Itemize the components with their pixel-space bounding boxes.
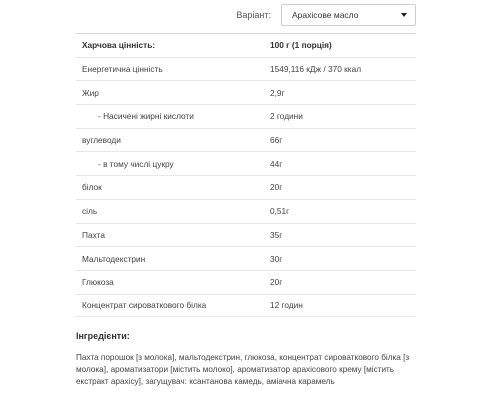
table-row: [76, 294, 416, 318]
nutrient-name: сіль: [82, 206, 98, 217]
nutrient-name: Глюкоза: [82, 277, 114, 288]
table-row: [76, 223, 416, 247]
nutrient-value: 1549,116 кДж / 370 ккал: [270, 64, 362, 75]
nutrient-name: Пахта: [82, 229, 105, 240]
table-row: [76, 151, 416, 175]
nutrient-name: - Насичені жирні кислоти: [98, 111, 194, 122]
table-row: [76, 57, 416, 81]
table-row: [76, 199, 416, 223]
ingredients-text: Пахта порошок [з молока], мальтодекстрин, глюкоза, концентрат сироваткового білка [з молока], ароматизатори [містить молоко], ароматизатор арахісового крему [містить екстракт арахісу], загущувач: ксантанова камедь, аміачна карамель: [76, 353, 410, 386]
nutrient-value: 30г: [270, 253, 283, 264]
ingredients-title: Інгредієнти:: [76, 331, 130, 341]
table-row: [76, 270, 416, 294]
nutrient-value: 20г: [270, 277, 283, 288]
nutrient-name: Мальтодекстрин: [82, 253, 146, 264]
nutrient-name: - в тому числі цукру: [98, 158, 174, 169]
nutrient-value: 20г: [270, 182, 283, 193]
nutrition-table-header: [76, 33, 416, 57]
nutrient-value: 35г: [270, 229, 283, 240]
variant-selector-row: [236, 4, 416, 26]
nutrient-value: 12 годин: [270, 300, 303, 311]
nutrition-header-name: Харчова цінність:: [82, 40, 156, 51]
nutrient-name: Енергетична цінність: [82, 64, 163, 75]
nutrition-header-value: 100 г (1 порція): [270, 40, 332, 51]
table-row: [76, 80, 416, 104]
variant-selected-value: Арахісове масло: [292, 10, 359, 20]
nutrition-table: [76, 33, 416, 317]
table-row: [76, 246, 416, 270]
nutrient-name: Концентрат сироваткового білка: [82, 300, 207, 311]
nutrient-value: 66г: [270, 135, 283, 146]
nutrient-value: 2 години: [270, 111, 303, 122]
nutrient-name: вуглеводи: [82, 135, 121, 146]
nutrient-value: 2,9г: [270, 87, 285, 98]
nutrient-name: Жир: [82, 87, 99, 98]
variant-dropdown[interactable]: [281, 4, 416, 26]
chevron-down-icon: [401, 13, 407, 17]
table-row: [76, 128, 416, 152]
variant-label: Варіант:: [236, 10, 271, 20]
ingredients-section: [76, 331, 416, 388]
nutrient-value: 44г: [270, 158, 283, 169]
table-row: [76, 175, 416, 199]
nutrient-name: білок: [82, 182, 102, 193]
nutrient-value: 0,51г: [270, 206, 290, 217]
table-row: [76, 104, 416, 128]
